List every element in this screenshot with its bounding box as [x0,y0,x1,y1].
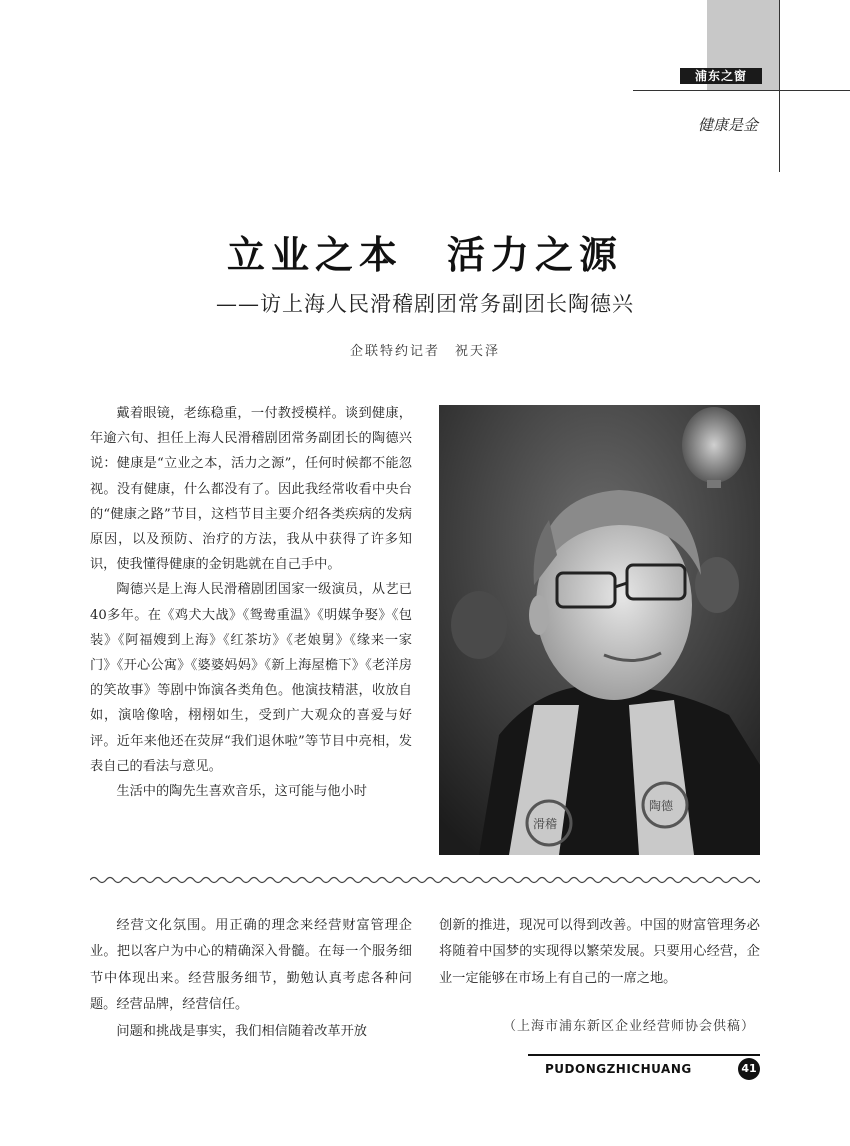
footer-magazine-name: PUDONGZHICHUANG [545,1062,692,1076]
magazine-badge: 浦东之窗 [680,68,762,84]
footer-rule [528,1054,760,1056]
header-vertical-rule [779,0,780,172]
portrait-photo [439,405,760,855]
continuation-paragraph-3: 创新的推进，现况可以得到改善。中国的财富管理务必将随着中国梦的实现得以繁荣发展。只要用心经营，企业一定能够在市场上有自己的一席之地。 [439,918,760,986]
scarf-text-left: 滑稽 [533,817,558,831]
article-subtitle: ——访上海人民滑稽剧团常务副团长陶德兴 [216,292,634,316]
body-paragraph-3: 生活中的陶先生喜欢音乐，这可能与他小时 [116,784,367,800]
article-title: 立业之本 活力之源 [226,232,623,277]
continuation-paragraph-1: 经营文化氛围。用正确的理念来经营财富管理企业。把以客户为中心的精确深入骨髓。在每一个服务细节中体现出来。经营服务细节，勤勉认真考虑各种问题。经营品牌，经营信任。 [90,918,412,1013]
scarf-text-right: 陶德 [649,799,674,813]
article-source: （上海市浦东新区企业经营师协会供稿） [502,1019,755,1034]
continuation-left [90,913,412,1045]
page-number: 41 [738,1058,760,1080]
header-horizontal-rule [633,90,850,91]
wave-divider [90,874,760,886]
body-paragraph-2: 陶德兴是上海人民滑稽剧团国家一级演员，从艺已40多年。在《鸡犬大战》《鸳鸯重温》《明媒争娶》《包装》《阿福嫂到上海》《红茶坊》《老娘舅》《缘来一家门》《开心公寓》《婆婆妈妈》《新上海屋檐下》《老洋房的笑故事》等剧中饰演各类角色。他演技精湛，收放自如，演啥像啥，栩栩如生，受到广大观众的喜爱与好评。近年来他还在荧屏“我们退休啦”等节目中亮相，发表自己的看法与意见。 [90,582,412,774]
continuation-right [439,913,760,992]
article-byline: 企联特约记者 祝天泽 [349,344,500,359]
continuation-paragraph-2: 问题和挑战是事实，我们相信随着改革开放 [116,1023,367,1039]
article-body [90,401,412,804]
body-paragraph-1: 戴着眼镜，老练稳重，一付教授模样。谈到健康，年逾六旬、担任上海人民滑稽剧团常务副团长的陶德兴说：健康是“立业之本，活力之源”，任何时候都不能忽视。没有健康，什么都没有了。因此我经常收看中央台的“健康之路”节目，这档节目主要介绍各类疾病的发病原因，以及预防、治疗的方法，我从中获得了许多知识，使我懂得健康的金钥匙就在自己手中。 [90,406,412,573]
section-title: 健康是金 [697,116,758,134]
